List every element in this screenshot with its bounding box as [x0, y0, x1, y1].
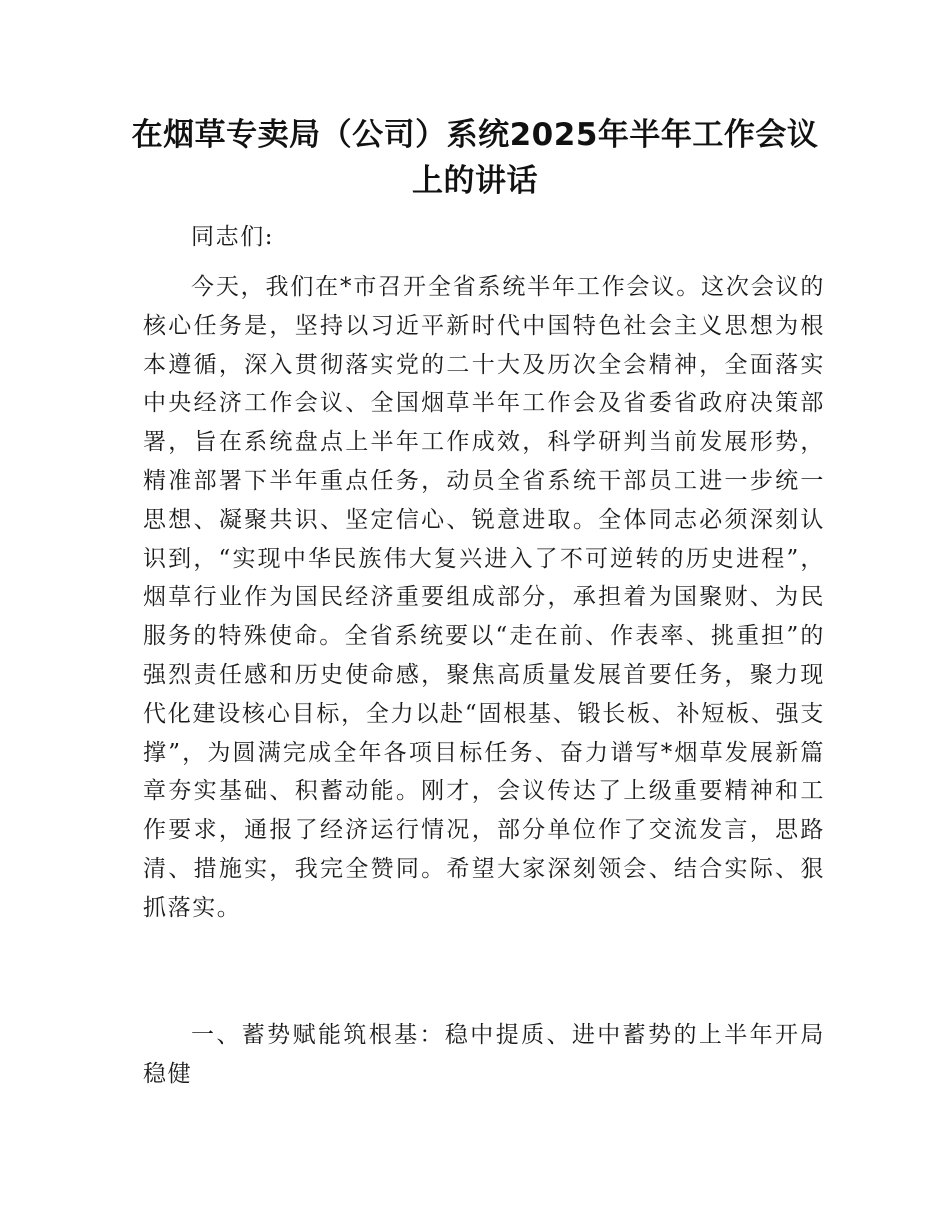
section-heading: 一、蓄势赋能筑根基：稳中提质、进中蓄势的上半年开局稳健 [143, 1022, 825, 1087]
document-title: 在烟草专卖局（公司）系统2025年半年工作会议上的讲话 [131, 117, 819, 199]
salutation: 同志们: [191, 224, 275, 250]
body-paragraph: 今天，我们在*市召开全省系统半年工作会议。这次会议的核心任务是，坚持以习近平新时代中国特色社会主义思想为根本遵循，深入贯彻落实党的二十大及历次全会精神，全面落实中央经济工作会议、全国烟草半年工作会及省委省政府决策部署，旨在系统盘点上半年工作成效，科学研判当前发展形势，精准部署下半年重点任务，动员全省系统干部员工进一步统一思想、凝聚共识、坚定信心、锐意进取。全体同志必须深刻认识到，“实现中华民族伟大复兴进入了不可逆转的历史进程”，烟草行业作为国民经济重要组成部分，承担着为国聚财、为民服务的特殊使命。全省系统要以“走在前、作表率、挑重担”的强烈责任感和历史使命感，聚焦高质量发展首要任务，聚力现代化建设核心目标，全力以赴“固根基、锻长板、补短板、强支撑”，为圆满完成全年各项目标任务、奋力谱写*烟草发展新篇章夯实基础、积蓄动能。刚才，会议传达了上级重要精神和工作要求，通报了经济运行情况，部分单位作了交流发言，思路清、措施实，我完全赞同。希望大家深刻领会、结合实际、狠抓落实。 [143, 274, 825, 921]
